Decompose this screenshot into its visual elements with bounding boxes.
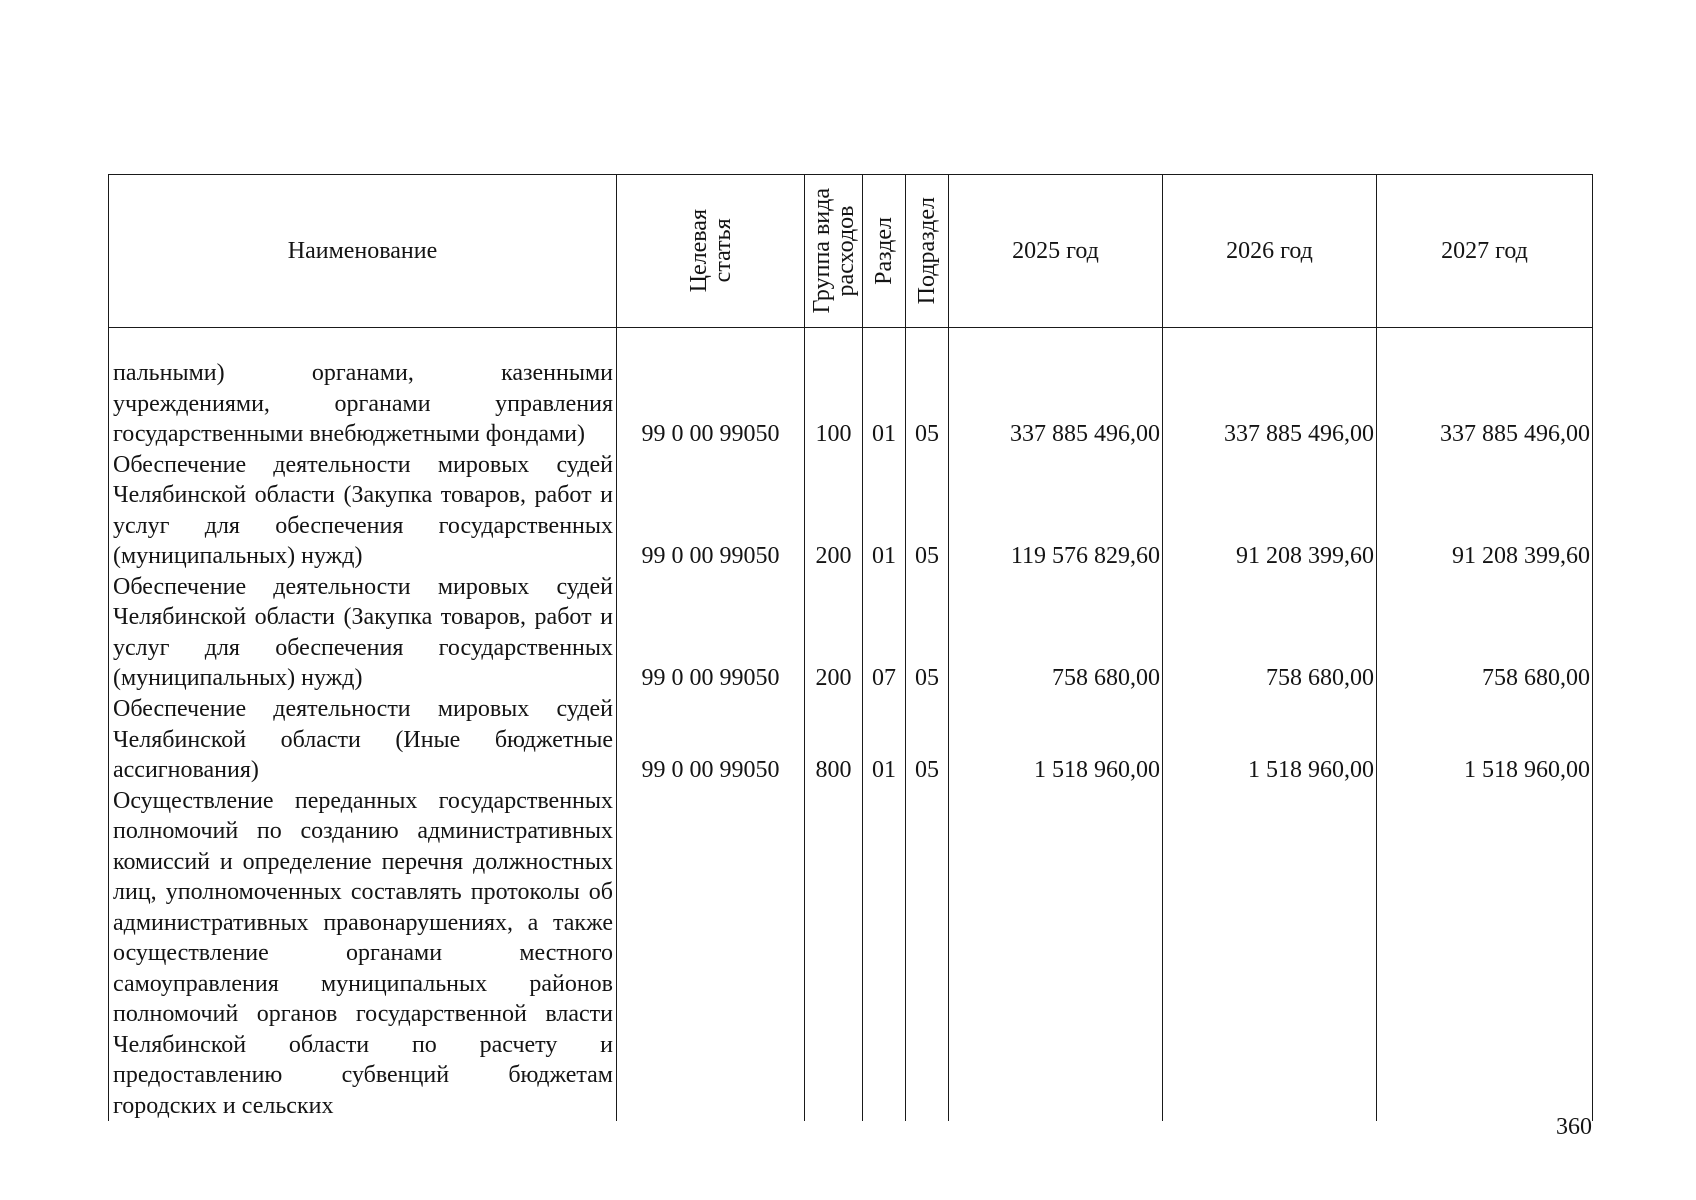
row-target-article: 99 0 00 99050 bbox=[617, 328, 805, 450]
page-number: 360 bbox=[1556, 1114, 1592, 1140]
table-row bbox=[109, 572, 1593, 694]
row-target-article: 99 0 00 99050 bbox=[617, 572, 805, 694]
row-expense-group: 200 bbox=[805, 450, 863, 572]
header-section bbox=[863, 175, 906, 328]
table-row bbox=[109, 786, 1593, 1122]
row-expense-group bbox=[805, 786, 863, 1122]
row-amount-2025: 337 885 496,00 bbox=[949, 328, 1163, 450]
header-name: Наименование bbox=[109, 175, 617, 328]
row-amount-2027 bbox=[1377, 786, 1593, 1122]
table-row bbox=[109, 328, 1593, 450]
row-amount-2026: 1 518 960,00 bbox=[1163, 694, 1377, 786]
row-section: 01 bbox=[863, 694, 906, 786]
header-year-2026: 2026 год bbox=[1163, 175, 1377, 328]
header-year-2027: 2027 год bbox=[1377, 175, 1593, 328]
row-amount-2025: 1 518 960,00 bbox=[949, 694, 1163, 786]
header-expense-group-label: Группа вида расходов bbox=[808, 188, 859, 314]
header-target-article bbox=[617, 175, 805, 328]
row-name: Обеспечение деятельности мировых судей Челябинской области (Закупка товаров, работ и услуг для обеспечения государственных (муниципальных) нужд) bbox=[109, 450, 617, 572]
row-amount-2025: 758 680,00 bbox=[949, 572, 1163, 694]
row-subsection bbox=[906, 786, 949, 1122]
row-amount-2027: 337 885 496,00 bbox=[1377, 328, 1593, 450]
table-header-row bbox=[109, 175, 1593, 328]
table-row bbox=[109, 694, 1593, 786]
header-subsection-label: Подраздел bbox=[914, 197, 940, 305]
row-section: 01 bbox=[863, 328, 906, 450]
row-target-article bbox=[617, 786, 805, 1122]
row-amount-2026: 758 680,00 bbox=[1163, 572, 1377, 694]
row-amount-2027: 758 680,00 bbox=[1377, 572, 1593, 694]
row-section: 07 bbox=[863, 572, 906, 694]
row-target-article: 99 0 00 99050 bbox=[617, 450, 805, 572]
row-amount-2025: 119 576 829,60 bbox=[949, 450, 1163, 572]
row-amount-2025 bbox=[949, 786, 1163, 1122]
row-target-article: 99 0 00 99050 bbox=[617, 694, 805, 786]
row-amount-2027: 1 518 960,00 bbox=[1377, 694, 1593, 786]
row-subsection: 05 bbox=[906, 572, 949, 694]
header-year-2025: 2025 год bbox=[949, 175, 1163, 328]
header-target-article-label: Целевая статья bbox=[685, 209, 736, 293]
row-section: 01 bbox=[863, 450, 906, 572]
header-section-label: Раздел bbox=[871, 217, 897, 285]
row-expense-group: 800 bbox=[805, 694, 863, 786]
row-amount-2026: 337 885 496,00 bbox=[1163, 328, 1377, 450]
row-amount-2026 bbox=[1163, 786, 1377, 1122]
row-section bbox=[863, 786, 906, 1122]
row-subsection: 05 bbox=[906, 694, 949, 786]
header-expense-group bbox=[805, 175, 863, 328]
row-expense-group: 100 bbox=[805, 328, 863, 450]
row-subsection: 05 bbox=[906, 328, 949, 450]
row-subsection: 05 bbox=[906, 450, 949, 572]
table-row bbox=[109, 450, 1593, 572]
row-amount-2026: 91 208 399,60 bbox=[1163, 450, 1377, 572]
row-name: Обеспечение деятельности мировых судей Челябинской области (Закупка товаров, работ и услуг для обеспечения государственных (муниципальных) нужд) bbox=[109, 572, 617, 694]
row-expense-group: 200 bbox=[805, 572, 863, 694]
row-amount-2027: 91 208 399,60 bbox=[1377, 450, 1593, 572]
row-name: Обеспечение деятельности мировых судей Челябинской области (Иные бюджетные ассигнования) bbox=[109, 694, 617, 786]
row-name: пальными) органами, казенными учреждениями, органами управления государственными внебюджетными фондами) bbox=[109, 328, 617, 450]
budget-table bbox=[108, 174, 1593, 1121]
row-name: Осуществление переданных государственных полномочий по созданию административных комиссий и определение перечня должностных лиц, уполномоченных составлять протоколы об административных правонарушениях, а также осуществление органами местного самоуправления муниципальных районов полномочий органов государственной власти Челябинской области по расчету и предоставлению субвенций бюджетам городских и сельских bbox=[109, 786, 617, 1122]
header-subsection bbox=[906, 175, 949, 328]
